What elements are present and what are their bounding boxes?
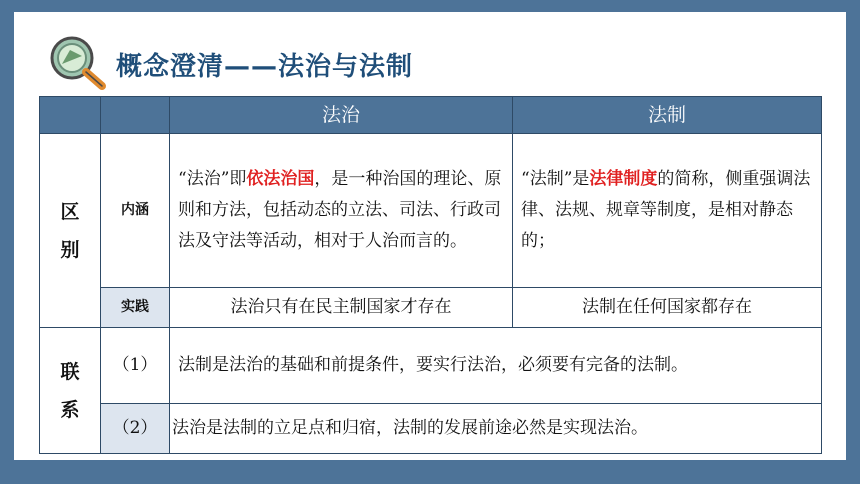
- connection-1-text: 法制是法治的基础和前提条件，要实行法治，必须要有完备的法制。: [170, 328, 822, 404]
- title-bar: [44, 32, 544, 92]
- connotation-system-highlight: 法律制度: [589, 169, 658, 189]
- magnifier-icon: [44, 32, 114, 92]
- section-connection-label: 联系: [60, 360, 80, 421]
- table-row-connection-2: [40, 404, 822, 454]
- connection-2-label: （2）: [101, 404, 170, 454]
- header-blank-2: [101, 97, 170, 134]
- connotation-fazhi-highlight: 依法治国: [246, 169, 315, 189]
- header-fazhi: 法治: [170, 97, 513, 134]
- table-row-connotation: [40, 134, 822, 288]
- slide: [14, 12, 846, 460]
- table-header-row: [40, 97, 822, 134]
- cell-connotation-fazhi: [170, 134, 513, 288]
- connotation-fazhi-pre: “法治”即: [178, 169, 247, 189]
- connection-2-text: 法治是法制的立足点和归宿，法制的发展前途必然是实现法治。: [170, 404, 822, 454]
- comparison-table: [39, 96, 822, 454]
- cell-practice-fazhi: 法治只有在民主制国家才存在: [170, 288, 513, 328]
- cell-practice-system: 法制在任何国家都存在: [513, 288, 822, 328]
- section-connection: [40, 328, 101, 454]
- table-row-practice: [40, 288, 822, 328]
- section-distinction: [40, 134, 101, 328]
- header-blank-1: [40, 97, 101, 134]
- page-title: 概念澄清——法治与法制: [116, 52, 414, 82]
- connotation-fazhi-post: ，是一种治国的理论、原则和方法，包括动态的立法、司法、行政司法及守法等活动，相对于人治而言的。: [178, 169, 502, 251]
- connotation-system-pre: “法制”是: [521, 169, 590, 189]
- section-distinction-label: 区别: [60, 200, 80, 261]
- connection-1-label: （1）: [101, 328, 170, 404]
- row-label-connotation: 内涵: [101, 134, 170, 288]
- cell-connotation-system: [513, 134, 822, 288]
- table-row-connection-1: [40, 328, 822, 404]
- header-fazhi-system: 法制: [513, 97, 822, 134]
- row-label-practice: 实践: [101, 288, 170, 328]
- connotation-system-post: 的简称，侧重强调法律、法规、规章等制度，是相对静态的；: [521, 169, 811, 251]
